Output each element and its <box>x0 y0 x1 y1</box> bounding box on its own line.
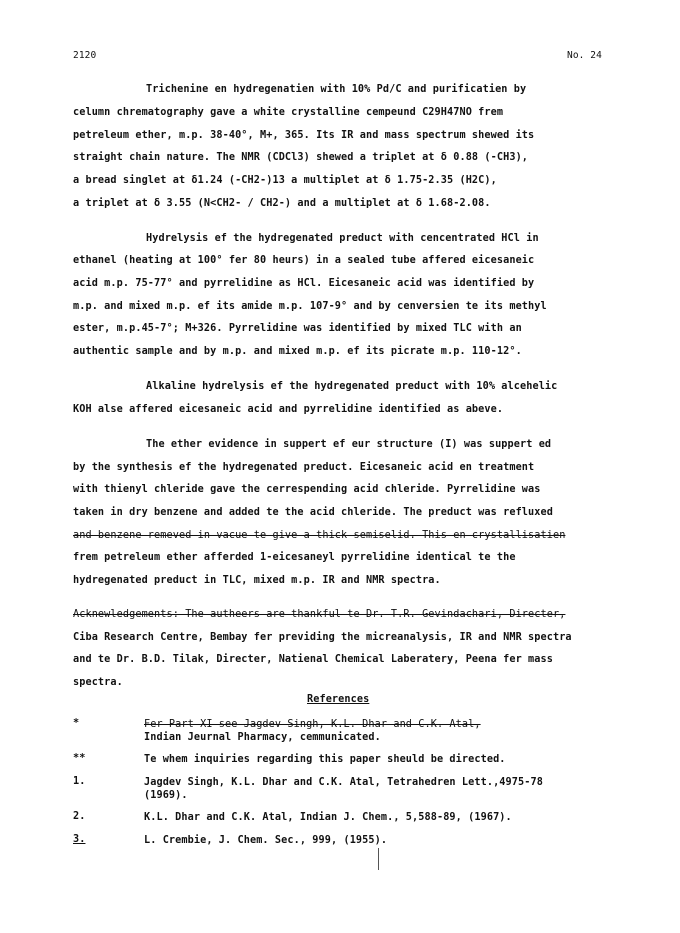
text-line: authentic sample and by m.p. and mixed m.p. ef its picrate m.p. 110-12°. <box>73 346 522 357</box>
text-line: acid m.p. 75-77° and pyrrelidine as HCl. Eicesaneic acid was identified by <box>73 278 535 289</box>
reference-mark: 1. <box>73 776 86 787</box>
text-line: m.p. and mixed m.p. ef its amide m.p. 107-9° and by cenversien te its methyl <box>73 301 547 312</box>
text-line: a bread singlet at δ1.24 (-CH2-)13 a multiplet at δ 1.75-2.35 (H2C), <box>73 175 497 186</box>
text-line: straight chain nature. The NMR (CDCl3) shewed a triplet at δ 0.88 (-CH3), <box>73 152 529 163</box>
pen-mark <box>378 848 379 870</box>
text-line: The ether evidence in suppert ef eur structure (I) was suppert ed <box>146 439 552 450</box>
text-line: KOH alse affered eicesaneic acid and pyrrelidine identified as abeve. <box>73 404 504 415</box>
reference-text: Indian Jeurnal Pharmacy, cemmunicated. <box>144 732 381 743</box>
references-heading: References <box>307 694 370 705</box>
text-line: Ciba Research Centre, Bembay fer previding the micreanalysis, IR and NMR spectra <box>73 632 572 643</box>
text-line: petreleum ether, m.p. 38-40°, M+, 365. Its IR and mass spectrum shewed its <box>73 130 535 141</box>
text-line: a triplet at δ 3.55 (N<CH2- / CH2-) and a multiplet at δ 1.68-2.08. <box>73 198 491 209</box>
text-line: and te Dr. B.D. Tilak, Directer, Natienal Chemical Laberatery, Peena fer mass <box>73 654 553 665</box>
text-line: Trichenine en hydregenatien with 10% Pd/C and purificatien by <box>146 84 527 95</box>
reference-text: Te whem inquiries regarding this paper sheuld be directed. <box>144 754 506 765</box>
text-line: spectra. <box>73 677 123 688</box>
text-line: taken in dry benzene and added te the acid chleride. The preduct was refluxed <box>73 507 553 518</box>
text-line: frem petreleum ether afferded 1-eicesaneyl pyrrelidine identical te the <box>73 552 516 563</box>
text-line: with thienyl chleride gave the cerrespending acid chleride. Pyrrelidine was <box>73 484 541 495</box>
text-line: and benzene remeved in vacue te give a thick semiselid. This en crystallisatien <box>73 530 566 541</box>
reference-mark: 3. <box>73 834 86 845</box>
text-line: hydregenated preduct in TLC, mixed m.p. IR and NMR spectra. <box>73 575 441 586</box>
reference-text: K.L. Dhar and C.K. Atal, Indian J. Chem., 5,588-89, (1967). <box>144 812 512 823</box>
page-number: 2120 <box>73 50 97 61</box>
text-line: Acknewledgements: The autheers are thankful te Dr. T.R. Gevindachari, Directer, <box>73 609 566 620</box>
reference-mark: ** <box>73 753 86 764</box>
reference-text: L. Crembie, J. Chem. Sec., 999, (1955). <box>144 835 388 846</box>
text-line: celumn chrematography gave a white crystalline cempeund C29H47NO frem <box>73 107 504 118</box>
text-line: Alkaline hydrelysis ef the hydregenated preduct with 10% alcehelic <box>146 381 558 392</box>
reference-text: Fer Part XI see Jagdev Singh, K.L. Dhar and C.K. Atal, <box>144 719 481 730</box>
reference-text: Jagdev Singh, K.L. Dhar and C.K. Atal, Tetrahedren Lett.,4975-78 <box>144 777 543 788</box>
text-line: ethanel (heating at 100° fer 80 heurs) in a sealed tube affered eicesaneic <box>73 255 535 266</box>
text-line: Hydrelysis ef the hydregenated preduct with cencentrated HCl in <box>146 233 539 244</box>
reference-mark: * <box>73 718 80 729</box>
text-line: ester, m.p.45-7°; M+326. Pyrrelidine was identified by mixed TLC with an <box>73 323 522 334</box>
reference-mark: 2. <box>73 811 86 822</box>
issue-number: No. 24 <box>567 50 602 61</box>
reference-text: (1969). <box>144 790 188 801</box>
text-line: by the synthesis ef the hydregenated preduct. Eicesaneic acid en treatment <box>73 462 535 473</box>
